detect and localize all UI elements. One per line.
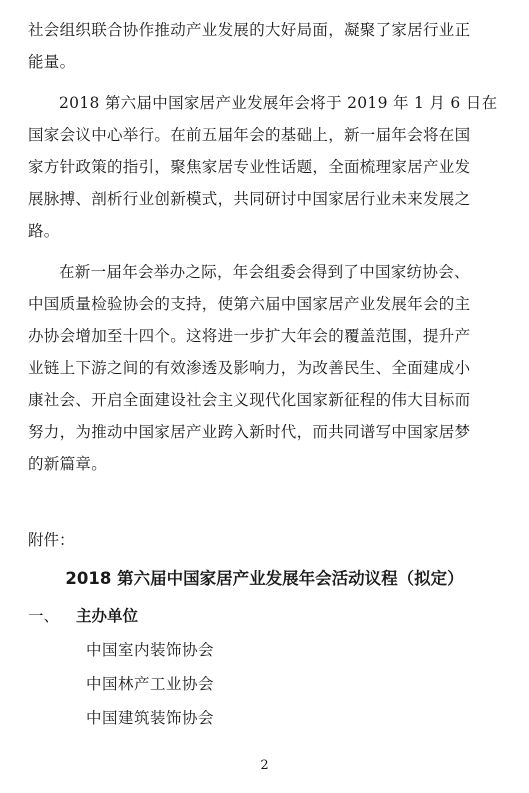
paragraph-continuation bbox=[28, 14, 502, 78]
organizer-item: 中国室内装饰协会 bbox=[86, 641, 215, 659]
organizer-item: 中国林产工业协会 bbox=[86, 675, 215, 693]
text-line: 国家会议中心举行。在前五届年会的基础上，新一届年会将在国 bbox=[28, 126, 471, 144]
text-line: 在新一届年会举办之际，年会组委会得到了中国家纺协会、 bbox=[59, 263, 470, 281]
page-number: 2 bbox=[260, 758, 269, 773]
section-title: 主办单位 bbox=[76, 607, 139, 625]
agenda-title: 2018 第六届中国家居产业发展年会活动议程（拟定） bbox=[65, 569, 464, 588]
text-line: 办协会增加至十四个。这将进一步扩大年会的覆盖范围，提升产 bbox=[28, 327, 471, 345]
section-number: 一、 bbox=[28, 607, 60, 625]
section-heading bbox=[28, 603, 138, 629]
text-line: 社会组织联合协作推动产业发展的大好局面，凝聚了家居行业正 bbox=[28, 21, 471, 39]
paragraph-annual-meeting bbox=[28, 87, 502, 247]
text-line: 展脉搏、剖析行业创新模式，共同研讨中国家居行业未来发展之 bbox=[28, 190, 471, 208]
text-line: 努力，为推动中国家居产业跨入新时代，而共同谱写中国家居梦 bbox=[28, 423, 471, 441]
text-line: 路。 bbox=[28, 222, 60, 240]
text-line: 家方针政策的指引，聚焦家居专业性话题，全面梳理家居产业发 bbox=[28, 158, 471, 176]
text-line: 能量。 bbox=[28, 53, 76, 71]
text-line: 康社会、开启全面建设社会主义现代化国家新征程的伟大目标而 bbox=[28, 391, 471, 409]
paragraph-organizers bbox=[28, 256, 502, 480]
organizer-item: 中国建筑装饰协会 bbox=[86, 709, 215, 727]
text-line: 业链上下游之间的有效渗透及影响力，为改善民生、全面建成小 bbox=[28, 359, 471, 377]
attachment-label: 附件： bbox=[28, 531, 75, 549]
text-line: 2018 第六届中国家居产业发展年会将于 2019 年 1 月 6 日在 bbox=[59, 94, 498, 112]
text-line: 中国质量检验协会的支持，使第六届中国家居产业发展年会的主 bbox=[28, 295, 471, 313]
text-line: 的新篇章。 bbox=[28, 455, 108, 473]
